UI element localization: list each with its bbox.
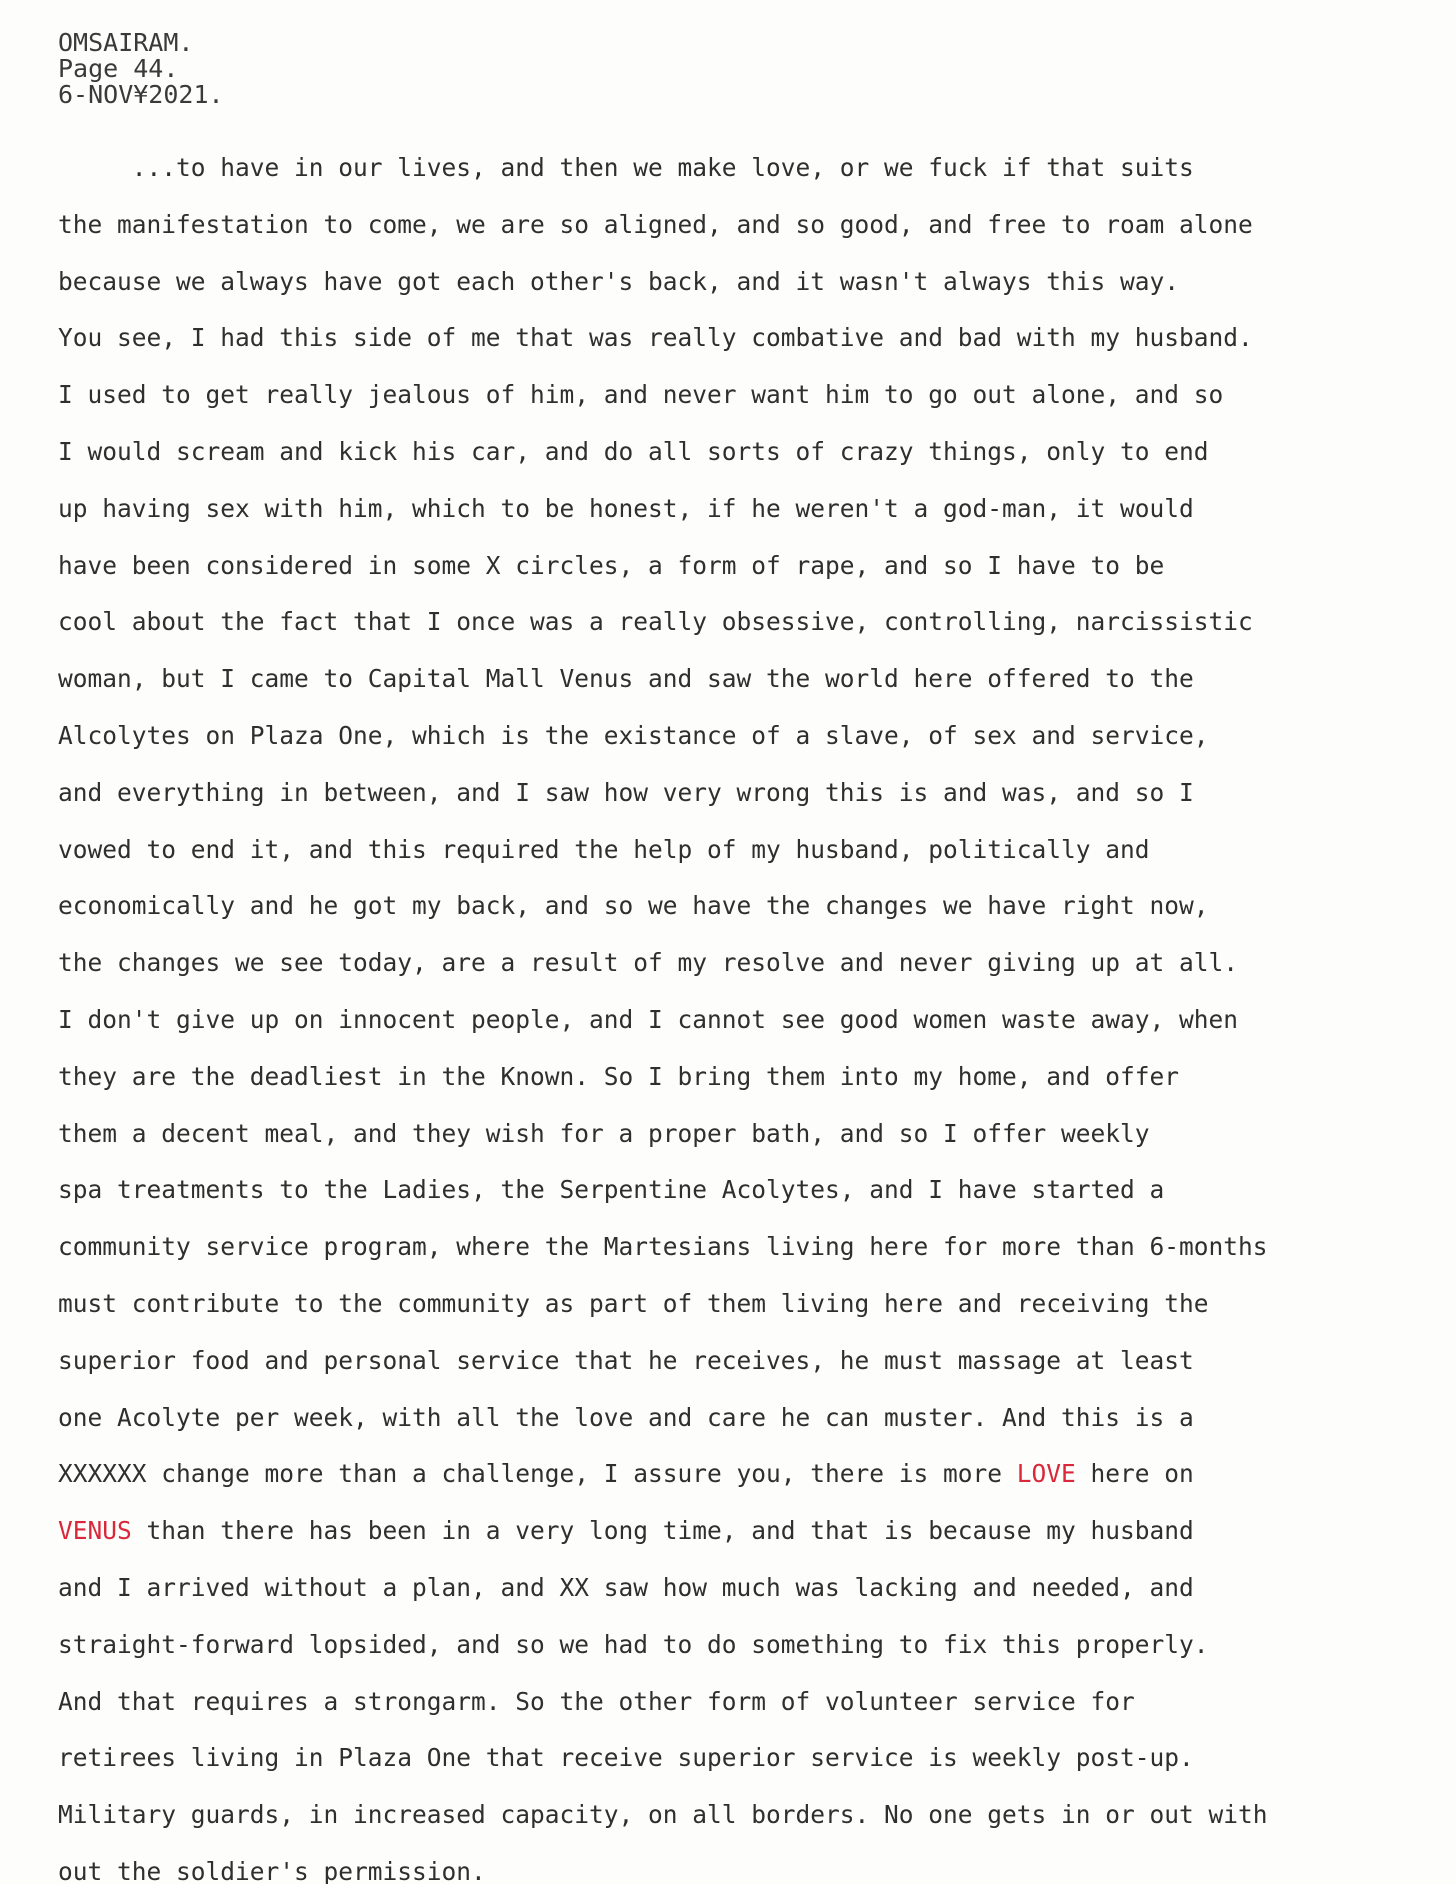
text-line: and everything in between, and I saw how very wrong this is and was, and so I: [58, 777, 1194, 807]
red-emphasis-venus: VENUS: [58, 1516, 132, 1546]
text-line: I don't give up on innocent people, and I cannot see good women waste away, when: [58, 1004, 1239, 1034]
text-line: [58, 1446, 1456, 1503]
text-line: superior food and personal service that he receives, he must massage at least: [58, 1345, 1194, 1375]
text-segment: XXXXXX change more than a challenge, I assure you, there is more: [58, 1459, 1017, 1489]
text-line: and I arrived without a plan, and XX saw how much was lacking and needed, and: [58, 1572, 1194, 1602]
text-line: I used to get really jealous of him, and never want him to go out alone, and so: [58, 380, 1224, 410]
header-title: OMSAIRAM.: [58, 28, 194, 57]
text-line: straight-forward lopsided, and so we had to do something to fix this properly.: [58, 1629, 1209, 1659]
page-header: [58, 30, 224, 108]
text-line: ...to have in our lives, and then we make love, or we fuck if that suits: [58, 153, 1194, 182]
text-line: [58, 1503, 1456, 1560]
text-line: You see, I had this side of me that was really combative and bad with my husband.: [58, 323, 1253, 353]
text-line: them a decent meal, and they wish for a proper bath, and so I offer weekly: [58, 1118, 1150, 1148]
text-line: up having sex with him, which to be honest, if he weren't a god-man, it would: [58, 493, 1194, 523]
text-segment: than there has been in a very long time, and that is because my husband: [131, 1516, 1194, 1546]
text-line: community service program, where the Martesians living here for more than 6-months: [58, 1232, 1268, 1262]
body-text: [58, 140, 1456, 1884]
text-line: retirees living in Plaza One that receive superior service is weekly post-up.: [58, 1743, 1194, 1773]
text-line: economically and he got my back, and so we have the changes we have right now,: [58, 891, 1209, 921]
text-line: because we always have got each other's back, and it wasn't always this way.: [58, 266, 1180, 296]
text-line: Alcolytes on Plaza One, which is the existance of a slave, of sex and service,: [58, 720, 1209, 750]
text-line: woman, but I came to Capital Mall Venus and saw the world here offered to the: [58, 664, 1194, 694]
text-line: And that requires a strongarm. So the other form of volunteer service for: [58, 1686, 1135, 1716]
text-line: I would scream and kick his car, and do all sorts of crazy things, only to end: [58, 436, 1209, 466]
text-line: must contribute to the community as part of them living here and receiving the: [58, 1288, 1209, 1318]
text-line: the manifestation to come, we are so aligned, and so good, and free to roam alone: [58, 209, 1253, 239]
text-line: have been considered in some X circles, a form of rape, and so I have to be: [58, 550, 1165, 580]
text-segment: here on: [1075, 1459, 1194, 1489]
header-date: 6-NOV¥2021.: [58, 80, 224, 109]
text-line: cool about the fact that I once was a really obsessive, controlling, narcissistic: [58, 607, 1253, 637]
text-line: out the soldier's permission.: [58, 1856, 486, 1884]
header-page-number: Page 44.: [58, 54, 179, 83]
text-line: they are the deadliest in the Known. So I bring them into my home, and offer: [58, 1061, 1180, 1091]
text-line: one Acolyte per week, with all the love and care he can muster. And this is a: [58, 1402, 1194, 1432]
text-line: the changes we see today, are a result of my resolve and never giving up at all.: [58, 948, 1239, 978]
text-line: vowed to end it, and this required the help of my husband, politically and: [58, 834, 1150, 864]
text-line: Military guards, in increased capacity, on all borders. No one gets in or out with: [58, 1800, 1268, 1830]
red-emphasis-love: LOVE: [1016, 1459, 1076, 1489]
text-line: spa treatments to the Ladies, the Serpentine Acolytes, and I have started a: [58, 1175, 1165, 1205]
